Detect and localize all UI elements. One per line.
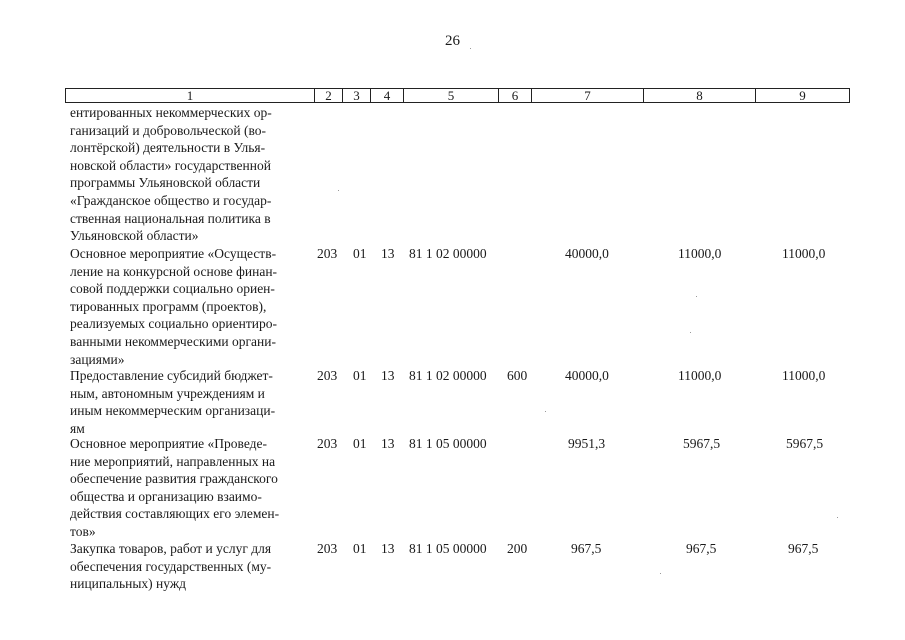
header-cell-4: 4 — [371, 89, 404, 102]
desc-line: обеспечение развития гражданского — [70, 471, 278, 487]
desc-line: Основное мероприятие «Проведе- — [70, 436, 267, 451]
cell-amount-9: 11000,0 — [782, 368, 826, 383]
desc-line: ление на конкурсной основе финан- — [70, 263, 278, 279]
desc-line: лонтёрской) деятельности в Улья- — [70, 140, 266, 156]
cell-amount-7: 40000,0 — [565, 368, 609, 383]
row-description — [70, 245, 306, 368]
table-header-row — [65, 88, 850, 103]
desc-line: Предоставление субсидий бюджет- — [70, 368, 273, 383]
desc-line: ям — [70, 420, 85, 436]
desc-line: ным, автономным учреждениям и — [70, 385, 265, 401]
header-cell-1: 1 — [66, 89, 315, 102]
desc-line: ванными некоммерческими органи- — [70, 333, 276, 349]
cell-amount-8: 5967,5 — [683, 436, 721, 451]
cell-section: 01 — [353, 436, 367, 451]
scan-speck — [690, 332, 691, 333]
cell-section: 01 — [353, 541, 367, 556]
cell-subsection: 13 — [381, 541, 395, 556]
desc-line: иным некоммерческим организаци- — [70, 403, 276, 419]
cell-admin-code: 203 — [317, 368, 338, 383]
header-cell-7: 7 — [532, 89, 644, 102]
desc-line: ниципальных) нужд — [70, 576, 187, 592]
cell-amount-7: 9951,3 — [568, 436, 606, 451]
cell-amount-9: 5967,5 — [786, 436, 824, 451]
cell-amount-9: 11000,0 — [782, 246, 826, 261]
scan-speck — [545, 411, 546, 412]
desc-line: тов» — [70, 523, 96, 539]
row-description — [70, 104, 306, 245]
cell-amount-9: 967,5 — [788, 541, 819, 556]
cell-admin-code: 203 — [317, 436, 338, 451]
desc-line: ентированных некоммерческих ор- — [70, 105, 272, 120]
desc-line: общества и организацию взаимо- — [70, 488, 262, 504]
header-cell-2: 2 — [315, 89, 343, 102]
desc-line: Закупка товаров, работ и услуг для — [70, 541, 272, 556]
scan-speck — [837, 517, 838, 518]
header-cell-5: 5 — [404, 89, 499, 102]
row-description — [70, 540, 306, 593]
desc-line: ственная национальная политика в — [70, 210, 271, 226]
header-cell-3: 3 — [343, 89, 371, 102]
desc-line: новской области» государственной — [70, 157, 271, 173]
cell-subsection: 13 — [381, 368, 395, 383]
desc-line: ние мероприятий, направленных на — [70, 453, 276, 469]
row-description — [70, 367, 306, 437]
cell-section: 01 — [353, 246, 367, 261]
header-cell-6: 6 — [499, 89, 532, 102]
scan-speck — [338, 190, 339, 191]
cell-expense-type: 200 — [507, 541, 528, 556]
header-cell-8: 8 — [644, 89, 756, 102]
cell-target-article: 81 1 02 00000 — [409, 368, 487, 383]
cell-amount-7: 40000,0 — [565, 246, 609, 261]
cell-admin-code: 203 — [317, 541, 338, 556]
cell-section: 01 — [353, 368, 367, 383]
cell-admin-code: 203 — [317, 246, 338, 261]
cell-subsection: 13 — [381, 246, 395, 261]
cell-target-article: 81 1 05 00000 — [409, 541, 487, 556]
desc-line: Ульяновской области» — [70, 228, 199, 244]
scan-speck — [470, 48, 471, 49]
desc-line: обеспечения государственных (му- — [70, 558, 272, 574]
desc-line: зациями» — [70, 351, 125, 367]
cell-amount-8: 967,5 — [686, 541, 717, 556]
desc-line: Основное мероприятие «Осуществ- — [70, 246, 277, 261]
scan-speck — [660, 573, 661, 574]
scan-speck — [696, 296, 697, 297]
desc-line: реализуемых социально ориентиро- — [70, 316, 277, 332]
desc-line: совой поддержки социально ориен- — [70, 281, 275, 297]
cell-amount-8: 11000,0 — [678, 368, 722, 383]
cell-subsection: 13 — [381, 436, 395, 451]
desc-line: тированных программ (проектов), — [70, 298, 267, 314]
cell-target-article: 81 1 05 00000 — [409, 436, 487, 451]
cell-amount-8: 11000,0 — [678, 246, 722, 261]
row-description — [70, 435, 306, 541]
cell-expense-type: 600 — [507, 368, 528, 383]
page-number: 26 — [445, 33, 460, 49]
desc-line: «Гражданское общество и государ- — [70, 192, 272, 208]
cell-target-article: 81 1 02 00000 — [409, 246, 487, 261]
desc-line: ганизаций и добровольческой (во- — [70, 122, 267, 138]
header-cell-9: 9 — [799, 88, 806, 103]
desc-line: действия составляющих его элемен- — [70, 506, 280, 522]
desc-line: программы Ульяновской области — [70, 175, 261, 191]
cell-amount-7: 967,5 — [571, 541, 602, 556]
